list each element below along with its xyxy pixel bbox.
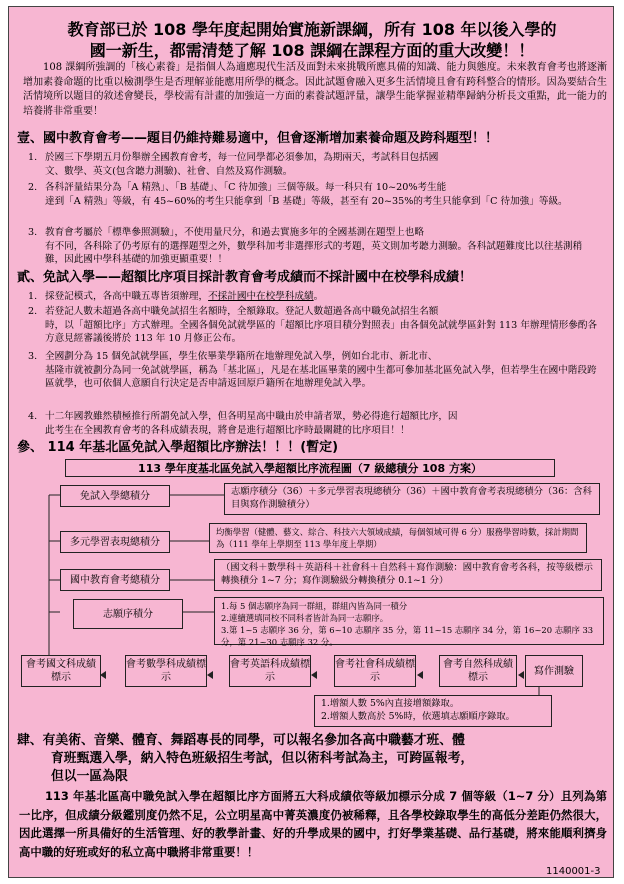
writing-test-box: 寫作測驗 [525, 655, 583, 687]
section-1-heading: 壹、國中教育會考——題目仍維持難易適中，但會逐漸增加素養命題及跨科題型！！ [17, 131, 499, 146]
item-number: 3. [28, 227, 38, 238]
intro-paragraph: 108 課綱所強調的「核心素養」是指個人為適應現代生活及面對未來挑戰所應具備的知識、能力與態度。未來教育會考也將逐漸增加素養命題的比重以檢測學生是否理解並能應用所學的概念。因此試題會融入更多生活情境且會有跨科整合的情形。因為要結合生活情境所以題目的敘述會變長，學校需有計畫的加強這一方面的素養試題評量，讓學生能掌握並精準歸納分析長文重點，此一能力的培養將非常重要！ [23, 62, 607, 117]
item-number: 2. [28, 306, 38, 317]
preference-desc: 1.每 5 個志願序為同一群組，群組內皆為同一積分 2.連續選填同校不同科者皆計為同一志願序。 3.第 1~5 志願序 36 分，第 6~10 志願序 35 分，第 11~15 志願序 34 分，第 16~20 志願序 33 分，第 21~30 志願序 32 分。 [214, 597, 604, 645]
item-number: 4. [28, 411, 38, 422]
item-text-rest: 此考生在全國教育會考的各科成績表現，將會是進行超額比序時最關鍵的比序項目！！ [45, 424, 410, 436]
page-code: 1140001-3 [546, 866, 601, 877]
item-text-line1: 若登記人數未超過各高中職免試招生名額時，全額錄取。登記人數超過各高中職免試招生名額 [45, 306, 439, 317]
section-3-heading: 參、 114 年基北區免試入學超額比序辦法！！！(暫定) [17, 440, 339, 455]
item-text-rest: 文、數學、英文(包含聽力測驗)、社會、自然及寫作測驗。 [45, 165, 293, 177]
item-text: 。 [313, 291, 324, 302]
closing-paragraph: 113 年基北區高中職免試入學在超額比序方面將五大科成績依等級加標示分成 7 個等級（1~7 分）且列為第一比序，但成績分級鑑別度仍然不足，公立明星高中菁英濃度仍被稀釋，且各學校錄取學生的高低分差距仍然很大，因此選擇一所具備好的生活管理、好的教學計畫、好的升學成果的國中，打好學業基礎、品行基礎，將來能順利擠身高中職的好班或好的私立高中職將非常重要！！ [19, 789, 607, 859]
subject-math-box: 會考數學科成績標示 [125, 655, 207, 687]
total-score-box: 免試入學總積分 [60, 485, 170, 507]
quota-note-box: 1.增額人數 5%內直接增額錄取。 2.增額人數高於 5%時，依選填志願順序錄取。 [314, 695, 552, 727]
total-score-desc: 志願序積分（36）＋多元學習表現總積分（36）＋國中教育會考表現總積分（36：含科目與寫作測驗積分） [224, 483, 600, 515]
section-4-heading-line-2: 育班甄選入學，納入特色班級招生考試，但以術科考試為主，可跨區報考， [51, 751, 474, 766]
cap-exam-desc: （國文科＋數學科＋英語科＋社會科＋自然科＋寫作測驗：國中教育會考各科，按等級標示轉換積分 1~7 分；寫作測驗級分轉換積分 0.1~1 分） [214, 559, 602, 591]
headline-line-2: 國一新生，都需清楚了解 108 課綱在課程方面的重大改變！！ [89, 41, 535, 60]
preference-score-box: 志願序積分 [73, 599, 183, 629]
diverse-learning-desc: 均衡學習（健體、藝文、綜合、科技六大領域成績，每個領域可得 6 分）服務學習時數，採計期間為（111 學年上學期至 113 學年度上學期） [209, 523, 587, 553]
subject-social-box: 會考社會科成績標示 [334, 655, 416, 687]
item-number: 1. [28, 152, 38, 163]
item-number: 2. [28, 182, 38, 193]
item-number: 3. [28, 351, 38, 362]
item-text-line1: 各科評量結果分為「A 精熟」、「B 基礎」、「C 待加強」三個等級。每一科只有 10~20%考生能 [45, 182, 447, 193]
headline-line-1: 教育部已於 108 學年度起開始實施新課綱，所有 108 年以後入學的 [67, 20, 557, 39]
item-text-rest: 基隆市就被劃分為同一免試就學區，稱為「基北區」，凡是在基北區畢業的國中生都可參加基北區免試入學，但若學生在國中階段跨區就學，也可依個人意願自行決定是否申請返回原戶籍所在地辦理免試入學。 [45, 364, 597, 390]
item-text-line1: 十二年國教雖然積極推行所謂免試入學，但各明星高中職由於申請者眾，勢必得進行超額比序，因 [45, 411, 458, 422]
flyer-page [8, 6, 614, 878]
item-text: 採登記模式，各高中職五專皆須辦理， [45, 291, 209, 302]
subject-chinese-box: 會考國文科成績標示 [21, 655, 101, 687]
flowchart-title: 113 學年度基北區免試入學超額比序流程圖（7 級總積分 108 方案） [65, 459, 555, 477]
cap-exam-score-box: 國中教育會考總積分 [60, 569, 170, 591]
item-text-rest: 有不同，各科除了仍考原有的選擇題型之外，數學科加考非選擇形式的考題，英文則加考聽力測驗。各科試題難度比以往基測稍難，因此國中學科基礎的加強更顯重要！！ [45, 240, 583, 266]
subject-science-box: 會考自然科成績標示 [439, 655, 517, 687]
section-2-heading: 貳、免試入學——超額比序項目採計教育會考成績而不採計國中在校學科成績！ [17, 270, 473, 285]
item-text-line1: 於國三下學期五月份舉辦全國教育會考，每一位同學都必須參加，為期兩天，考試科目包括國 [45, 152, 439, 163]
item-text-line1: 教育會考屬於「標準參照測驗」，不使用量尺分，和過去實施多年的全國基測在題型上也略 [45, 227, 424, 238]
item-text-rest: 時，以「超額比序」方式辦理。全國各個免試就學區的「超額比序項目積分對照表」由各個免試就學區針對 113 年辦理情形參酌各方意見經審議後將於 113 年 10 月修正公布。 [45, 319, 598, 345]
diverse-learning-box: 多元學習表現總積分 [60, 531, 170, 553]
item-number: 1. [28, 291, 38, 302]
item-text-line1: 全國劃分為 15 個免試就學區，學生依畢業學籍所在地辦理免試入學，例如台北市、新北市、 [45, 351, 438, 362]
item-text-underlined: 不採計國中在校學科成績 [208, 291, 314, 302]
item-text-rest: 達到「A 精熟」等級，有 45~60%的考生只能拿到「B 基礎」等級，甚至有 20~35%的考生只能拿到「C 待加強」等級。 [45, 195, 568, 207]
subject-english-box: 會考英語科成績標示 [229, 655, 311, 687]
section-4-heading-line-1: 肆、有美術、音樂、體育、舞蹈專長的同學，可以報名參加各高中職藝才班、體 [17, 733, 465, 748]
section-4-heading-line-3: 但以一區為限 [51, 769, 128, 784]
